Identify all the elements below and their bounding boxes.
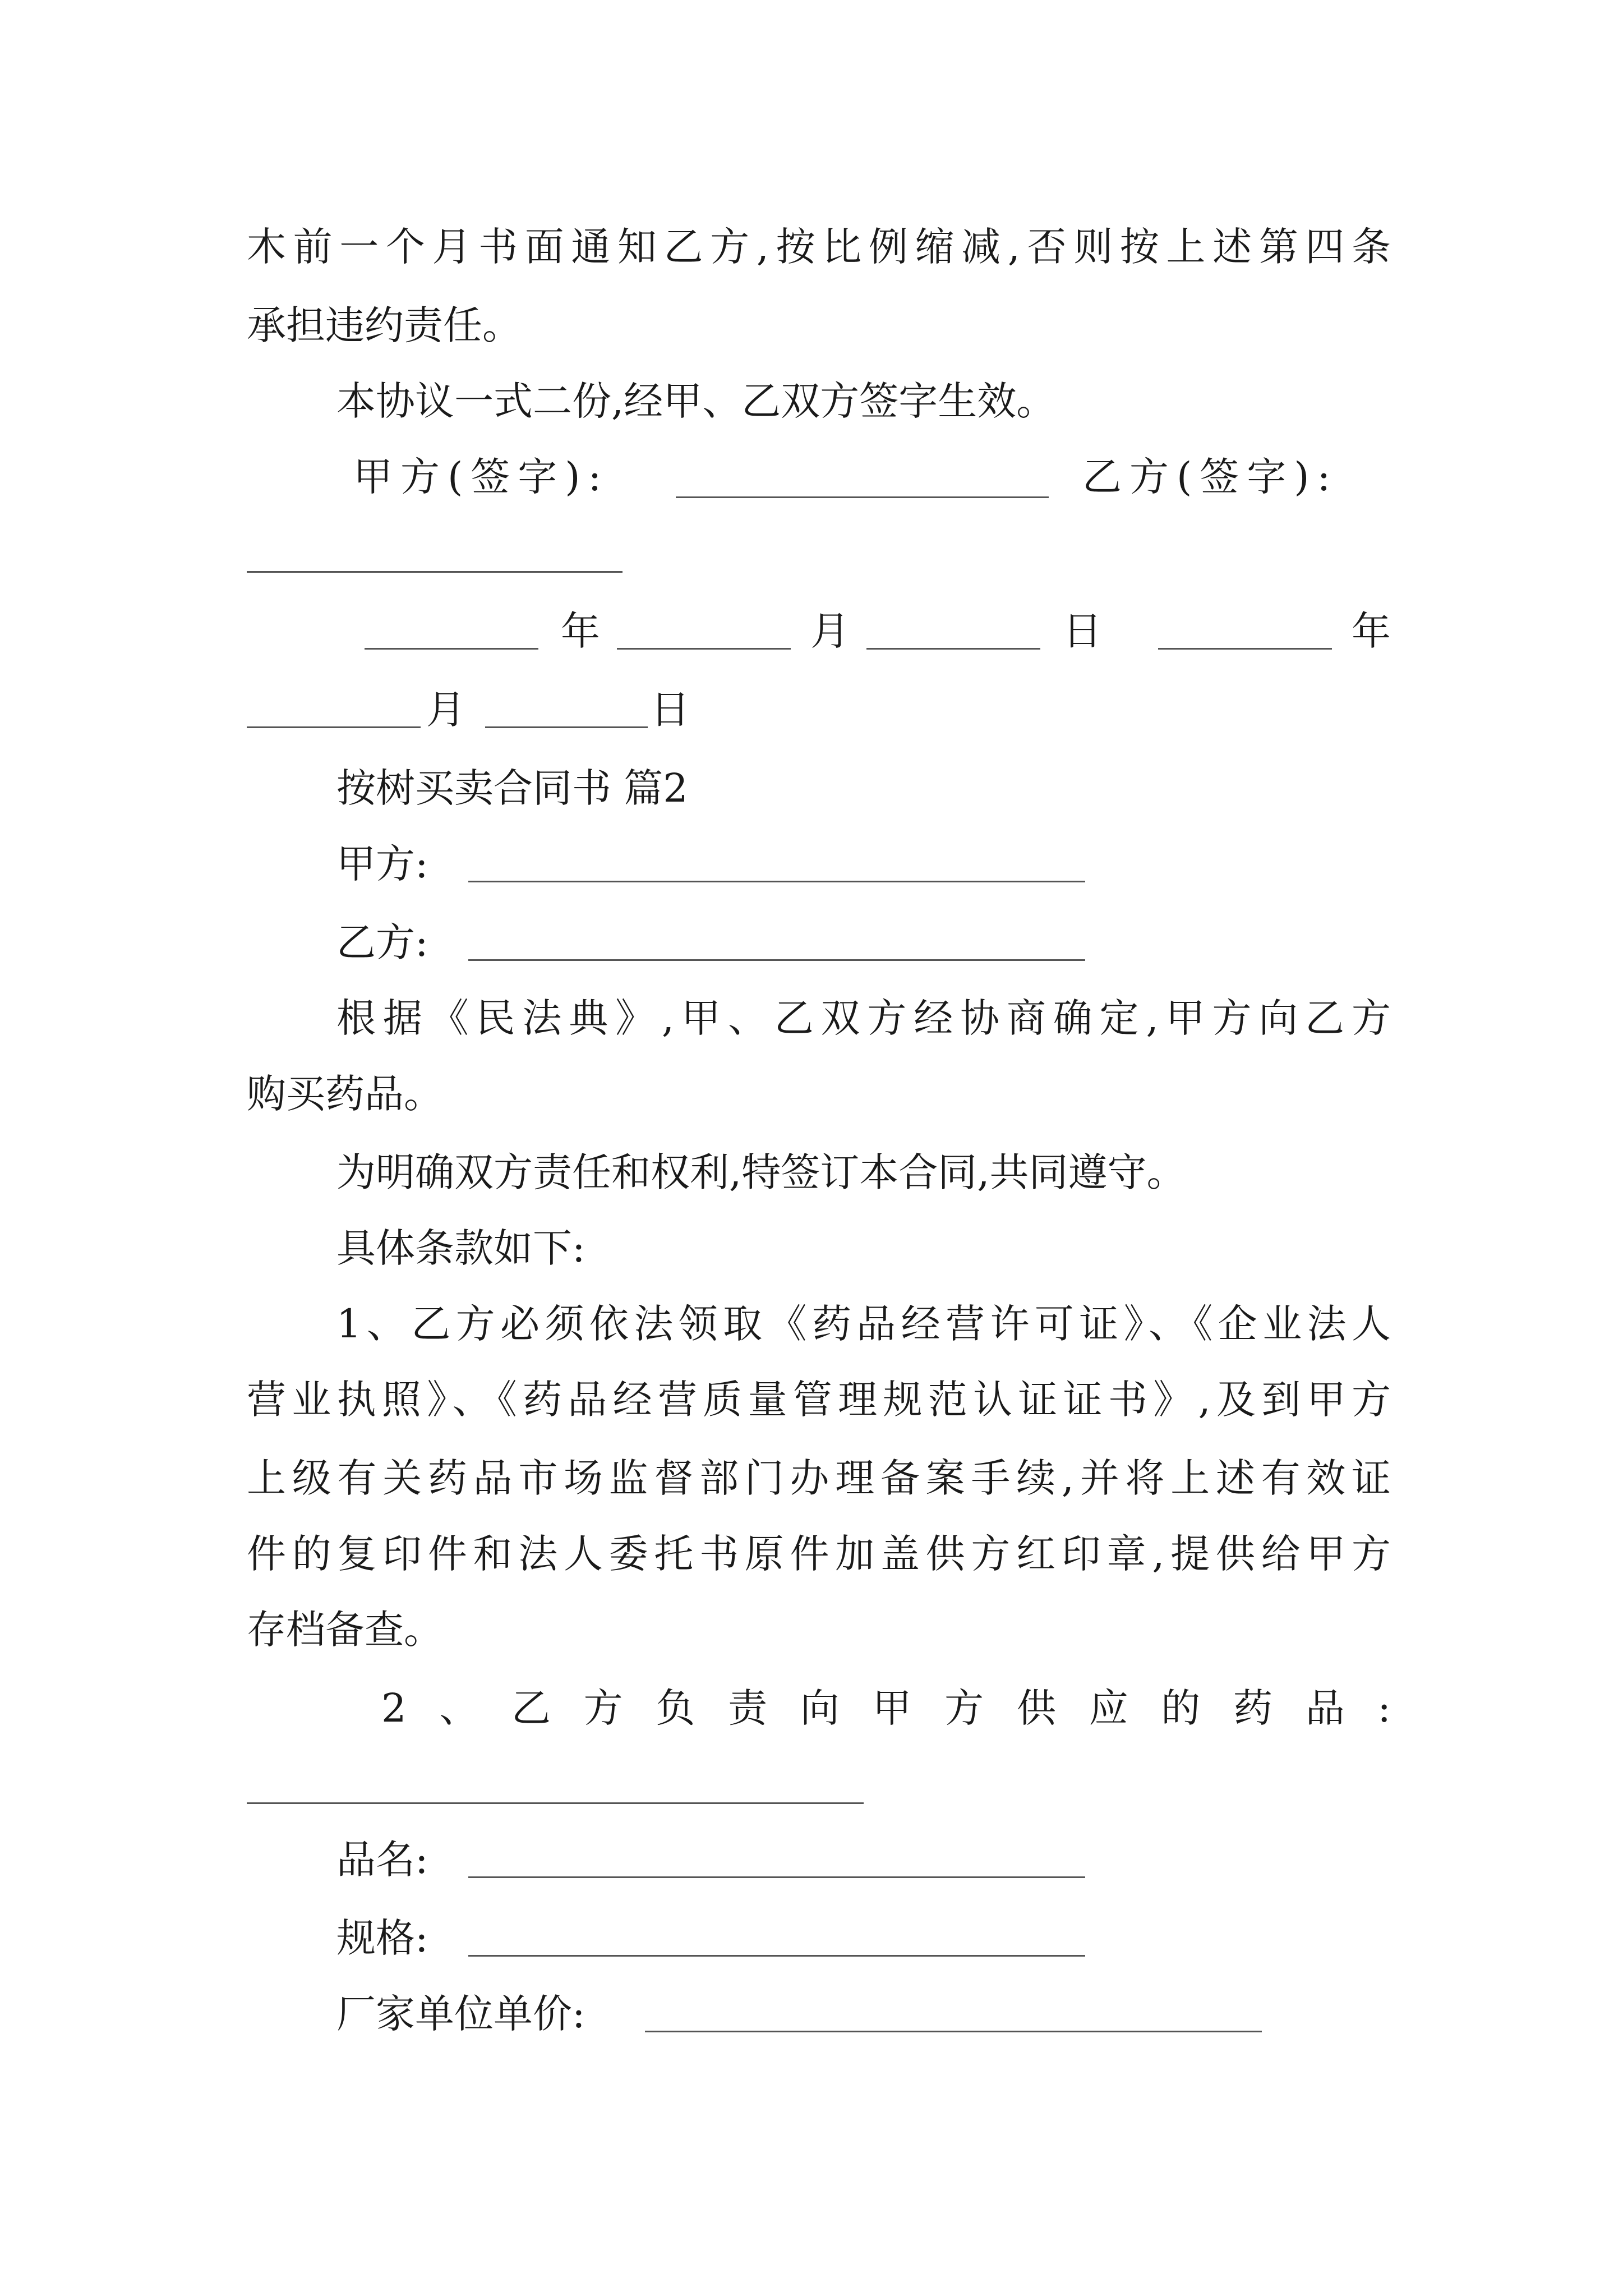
date-month-blank[interactable]	[617, 648, 791, 650]
text-line: 根据《民法典》,甲、乙双方经协商确定,甲方向乙方	[336, 995, 1391, 1041]
text-line: 承担违约责任。	[247, 302, 522, 348]
text-line: 上级有关药品市场监督部门办理备案手续,并将上述有效证	[247, 1455, 1391, 1501]
signature-label-a: 甲方(签字):	[353, 454, 610, 500]
text-line: 为明确双方责任和权利,特签订本合同,共同遵守。	[336, 1149, 1186, 1195]
text-line: 木前一个月书面通知乙方,按比例缩减,否则按上述第四条	[247, 224, 1391, 270]
date-day-label: 日	[1063, 608, 1102, 654]
text-line: 本协议一式二份,经甲、乙双方签字生效。	[336, 378, 1056, 424]
date-year-blank[interactable]	[365, 648, 538, 650]
signature-blank-a[interactable]	[676, 496, 1049, 498]
date-day-label-b: 日	[651, 687, 690, 733]
date-year-label: 年	[561, 608, 600, 654]
name-label: 品名:	[336, 1837, 428, 1883]
text-line: 2、乙方负责向甲方供应的药品:	[381, 1685, 1391, 1731]
text-line: 营业执照》、《药品经营质量管理规范认证证书》,及到甲方	[247, 1377, 1391, 1423]
spec-blank[interactable]	[468, 1955, 1085, 1957]
date-day-blank[interactable]	[866, 648, 1040, 650]
party-b-label: 乙方:	[336, 919, 428, 965]
date-day-blank-b[interactable]	[485, 726, 648, 728]
party-a-label: 甲方:	[336, 841, 428, 887]
drug-blank[interactable]	[247, 1802, 864, 1804]
section-title: 按树买卖合同书 篇2	[336, 765, 688, 811]
text-line: 具体条款如下:	[336, 1225, 585, 1271]
spec-label: 规格:	[336, 1915, 428, 1961]
name-blank[interactable]	[468, 1876, 1085, 1878]
date-year-label-b: 年	[1352, 608, 1391, 654]
party-b-blank[interactable]	[468, 959, 1085, 961]
text-line: 存档备查。	[247, 1607, 443, 1653]
date-year-blank-b[interactable]	[1158, 648, 1332, 650]
price-blank[interactable]	[645, 2031, 1262, 2032]
text-line: 件的复印件和法人委托书原件加盖供方红印章,提供给甲方	[247, 1531, 1391, 1577]
signature-blank-b[interactable]	[247, 571, 623, 573]
date-month-blank-b[interactable]	[247, 726, 421, 728]
price-label: 厂家单位单价:	[336, 1991, 585, 2037]
party-a-blank[interactable]	[468, 881, 1085, 882]
signature-label-b: 乙方(签字):	[1082, 454, 1339, 500]
text-line: 1、乙方必须依法领取《药品经营许可证》、《企业法人	[336, 1301, 1391, 1347]
date-month-label-b: 月	[426, 687, 465, 733]
date-month-label: 月	[810, 608, 850, 654]
text-line: 购买药品。	[247, 1071, 443, 1117]
